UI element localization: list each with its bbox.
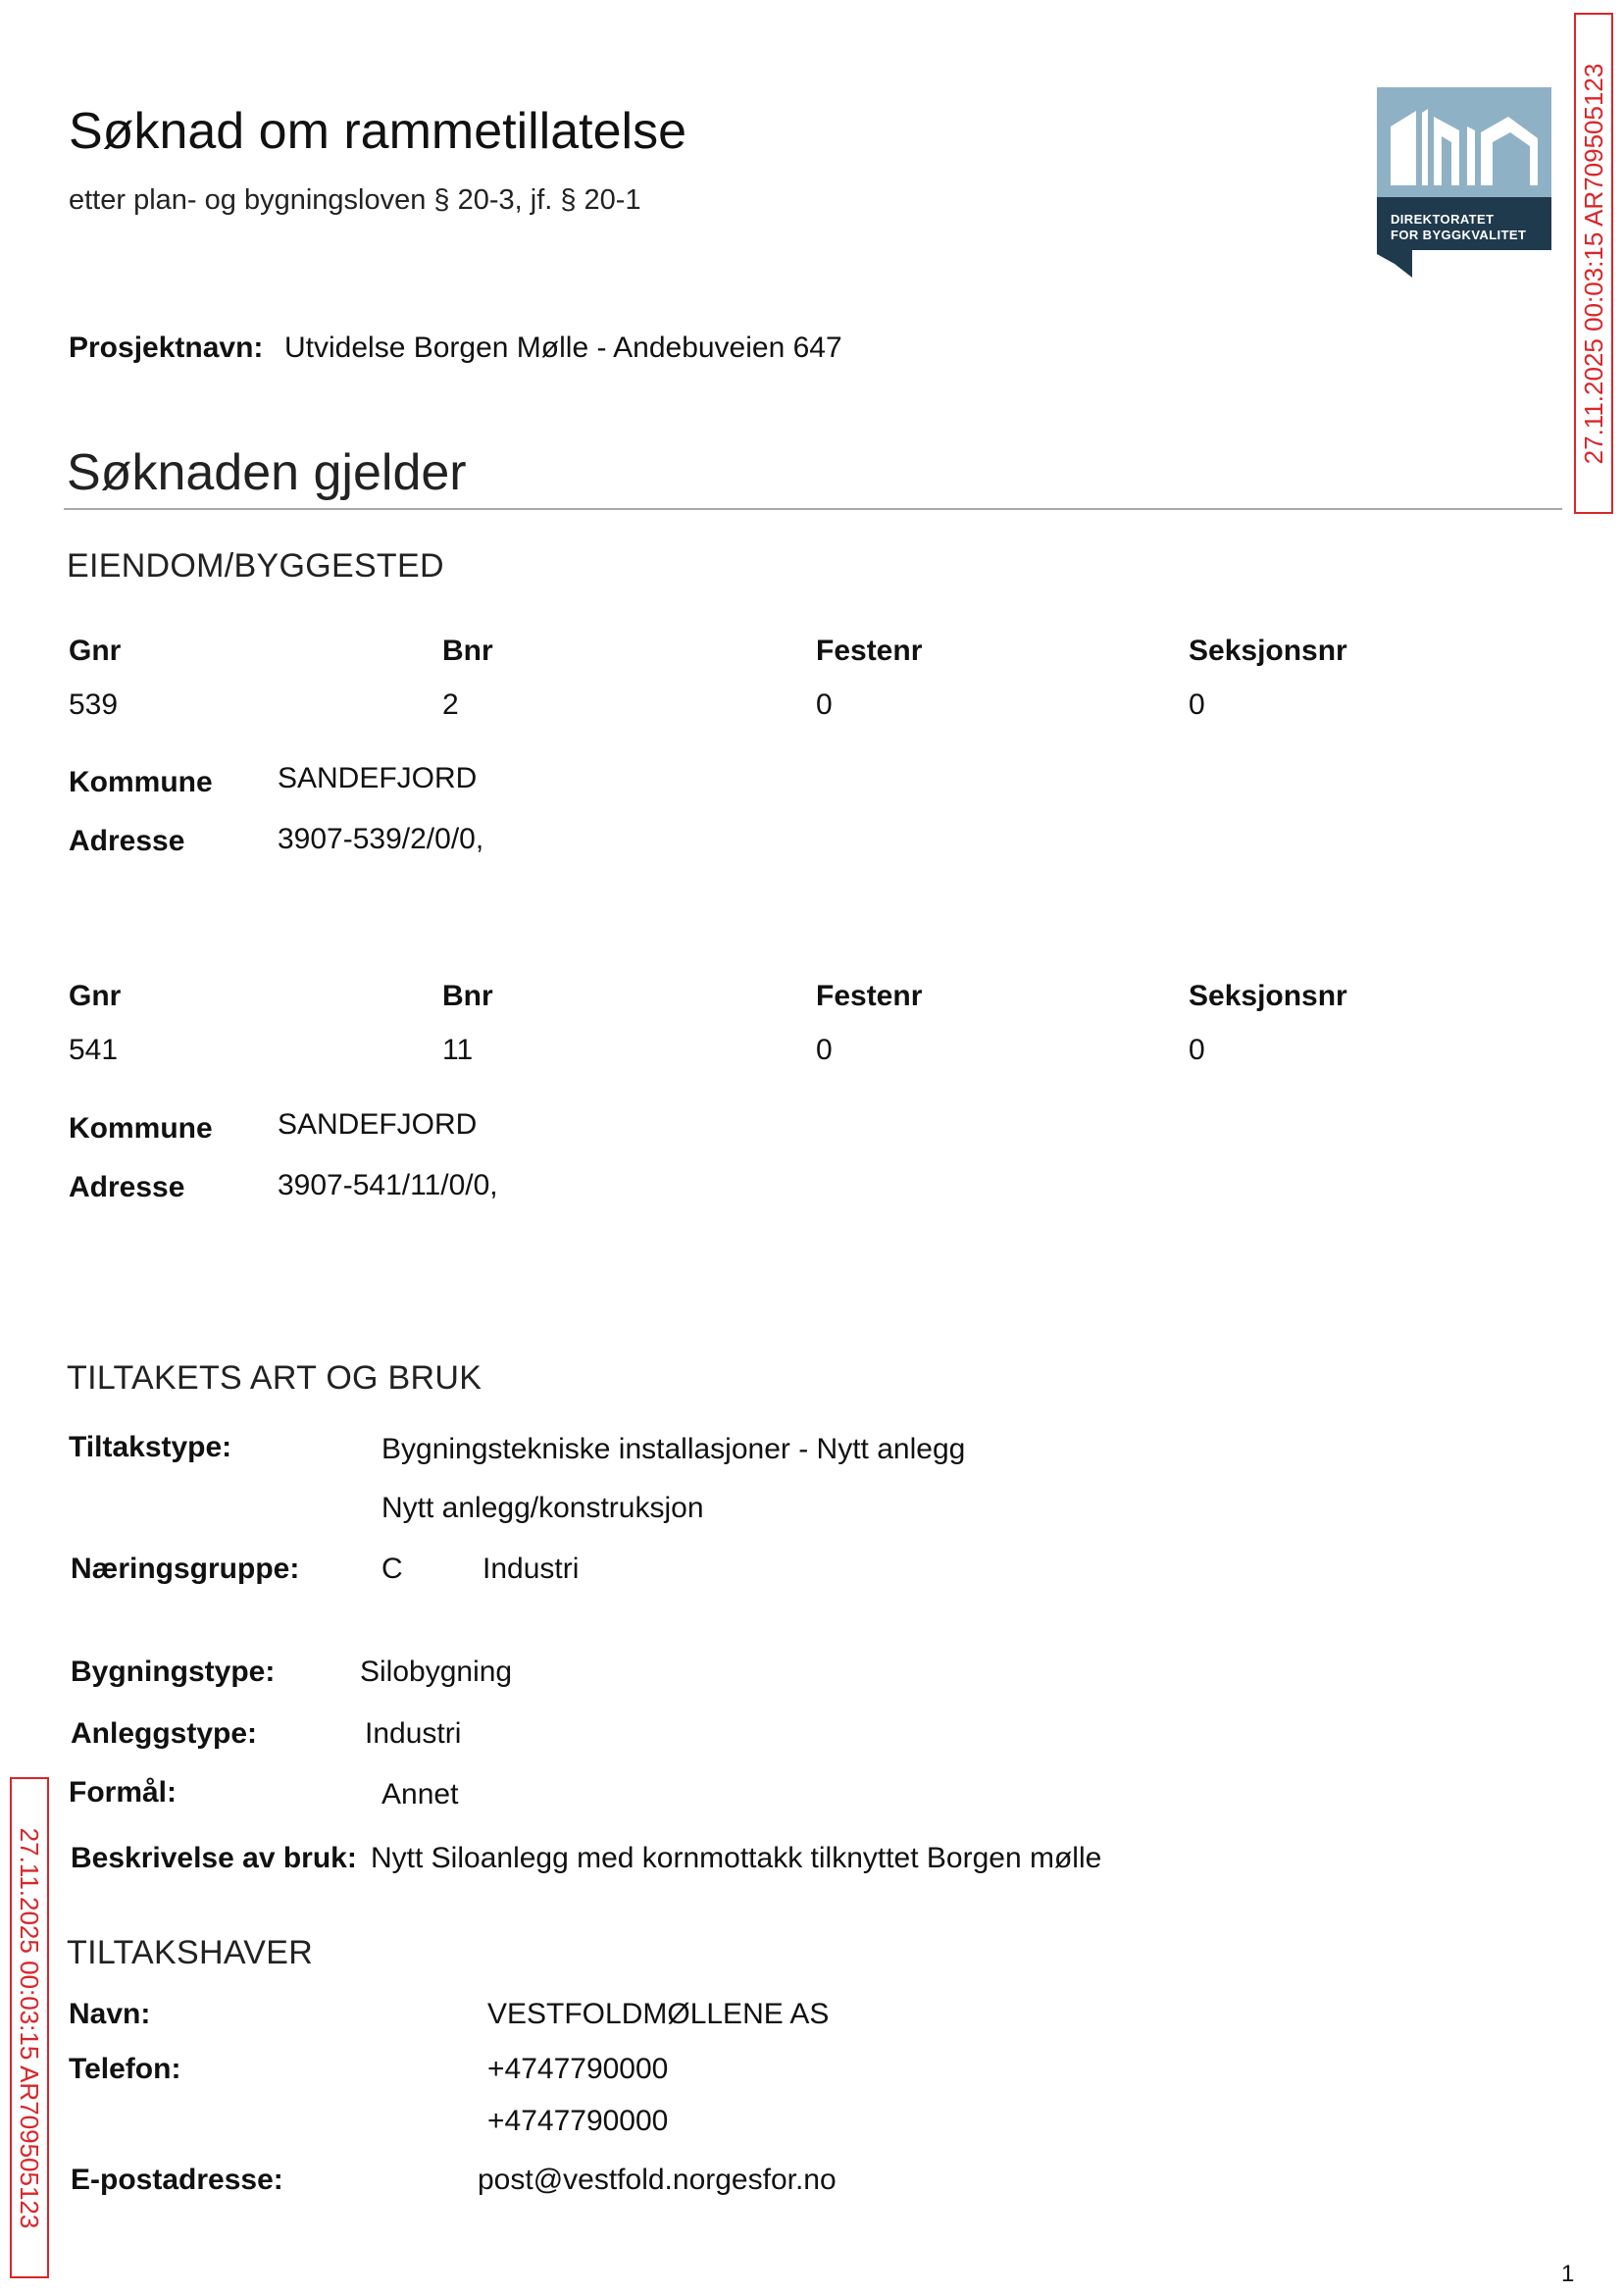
section-divider bbox=[64, 508, 1562, 510]
festenr-header: Festenr bbox=[816, 635, 923, 667]
page-title: Søknad om rammetillatelse bbox=[69, 103, 686, 160]
festenr-header: Festenr bbox=[816, 980, 923, 1012]
tiltakstype-label: Tiltakstype: bbox=[69, 1431, 232, 1463]
date-stamp-top-text: 27.11.2025 00:03:15 AR709505123 bbox=[1579, 63, 1608, 464]
date-stamp-bottom-text: 27.11.2025 00:03:15 AR709505123 bbox=[15, 1827, 44, 2228]
anleggstype-label: Anleggstype: bbox=[71, 1717, 258, 1750]
bnr-header: Bnr bbox=[442, 635, 493, 667]
naeringsgruppe-label: Næringsgruppe: bbox=[71, 1553, 300, 1585]
navn-value: VESTFOLDMØLLENE AS bbox=[487, 1998, 830, 2030]
telefon-label: Telefon: bbox=[69, 2053, 181, 2085]
navn-label: Navn: bbox=[69, 1998, 151, 2030]
seksjonsnr-header: Seksjonsnr bbox=[1189, 980, 1347, 1012]
property-heading: EIENDOM/BYGGESTED bbox=[67, 547, 444, 585]
date-stamp-bottom bbox=[10, 1777, 49, 2278]
bnr-value: 2 bbox=[442, 688, 459, 721]
bygningstype-label: Bygningstype: bbox=[71, 1656, 276, 1688]
dibk-logo bbox=[1377, 87, 1551, 278]
kommune-value: SANDEFJORD bbox=[278, 762, 478, 794]
telefon-value-2: +4747790000 bbox=[487, 2105, 669, 2137]
dibk-logo-mark bbox=[1377, 87, 1551, 278]
tiltakstype-value-1: Bygningstekniske installasjoner - Nytt anlegg bbox=[381, 1433, 966, 1465]
page-number: 1 bbox=[1561, 2261, 1575, 2287]
festenr-value: 0 bbox=[816, 688, 833, 721]
seksjonsnr-header: Seksjonsnr bbox=[1189, 635, 1347, 667]
adresse-label: Adresse bbox=[69, 1171, 185, 1203]
project-name-label: Prosjektnavn: bbox=[69, 331, 264, 364]
festenr-value: 0 bbox=[816, 1034, 833, 1066]
seksjonsnr-value: 0 bbox=[1189, 688, 1205, 721]
gnr-value: 541 bbox=[69, 1034, 119, 1066]
section-title: Søknaden gjelder bbox=[67, 444, 467, 501]
page-subtitle: etter plan- og bygningsloven § 20-3, jf. § 20-1 bbox=[69, 184, 641, 216]
adresse-value: 3907-541/11/0/0, bbox=[278, 1169, 498, 1201]
epost-value: post@vestfold.norgesfor.no bbox=[478, 2164, 837, 2196]
gnr-header: Gnr bbox=[69, 635, 122, 667]
adresse-label: Adresse bbox=[69, 825, 185, 857]
logo-text-line1: DIREKTORATET bbox=[1391, 212, 1495, 227]
bygningstype-value: Silobygning bbox=[360, 1656, 513, 1688]
adresse-value: 3907-539/2/0/0, bbox=[278, 823, 484, 855]
anleggstype-value: Industri bbox=[365, 1717, 462, 1750]
beskrivelse-label: Beskrivelse av bruk: bbox=[71, 1842, 357, 1874]
telefon-value-1: +4747790000 bbox=[487, 2053, 669, 2085]
bnr-header: Bnr bbox=[442, 980, 493, 1012]
kommune-label: Kommune bbox=[69, 766, 213, 798]
tiltakstype-value-2: Nytt anlegg/konstruksjon bbox=[381, 1492, 704, 1524]
epost-label: E-postadresse: bbox=[71, 2164, 283, 2196]
kommune-label: Kommune bbox=[69, 1112, 213, 1145]
project-name-value: Utvidelse Borgen Mølle - Andebuveien 647 bbox=[284, 331, 842, 364]
naeringsgruppe-name: Industri bbox=[482, 1553, 580, 1585]
logo-text-line2: FOR BYGGKVALITET bbox=[1391, 228, 1527, 242]
naeringsgruppe-code: C bbox=[381, 1553, 403, 1585]
formal-value: Annet bbox=[381, 1778, 459, 1810]
beskrivelse-value: Nytt Siloanlegg med kornmottakk tilknyttet Borgen mølle bbox=[371, 1842, 1102, 1874]
formal-label: Formål: bbox=[69, 1776, 178, 1809]
kommune-value: SANDEFJORD bbox=[278, 1108, 478, 1141]
tiltakshaver-heading: TILTAKSHAVER bbox=[67, 1934, 314, 1971]
bnr-value: 11 bbox=[442, 1034, 474, 1066]
gnr-value: 539 bbox=[69, 688, 119, 721]
date-stamp-top bbox=[1574, 13, 1613, 514]
tiltak-heading: TILTAKETS ART OG BRUK bbox=[67, 1359, 482, 1397]
seksjonsnr-value: 0 bbox=[1189, 1034, 1205, 1066]
gnr-header: Gnr bbox=[69, 980, 122, 1012]
